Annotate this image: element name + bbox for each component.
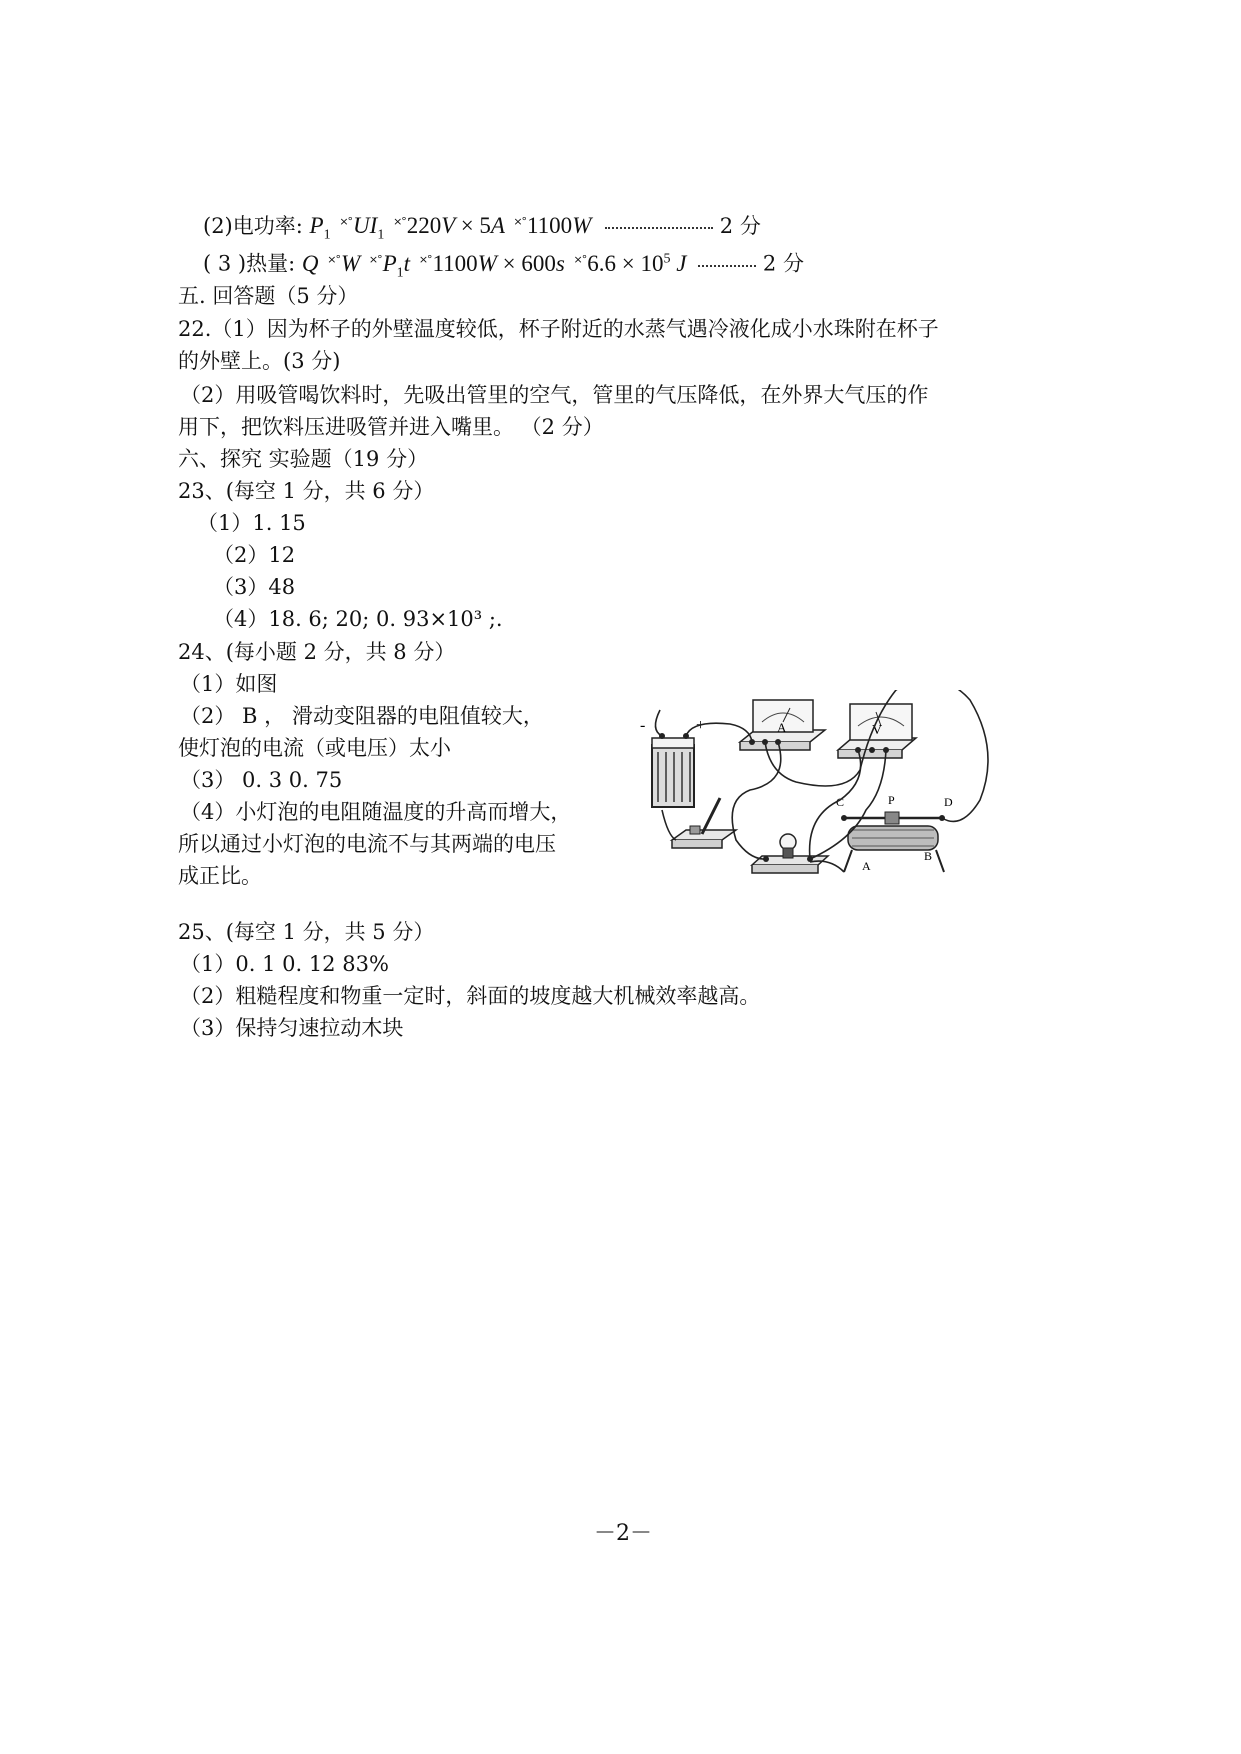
- voltmeter-label: V: [872, 723, 883, 738]
- q21-heat-dots: [698, 265, 756, 267]
- q23-title: 23、(每空 1 分，共 6 分）: [178, 479, 435, 503]
- q21-power-dots: [605, 227, 713, 229]
- q24-answer-2-line1: （2） B ， 滑动变阻器的电阻值较大，: [180, 704, 544, 728]
- q23-answer-2: （2）12: [213, 543, 296, 567]
- q22-part1-line2: 的外壁上。(3 分): [178, 349, 341, 373]
- q25-answer-2: （2）粗糙程度和物重一定时，斜面的坡度越大机械效率越高。: [180, 984, 761, 1008]
- q24-answer-4-line3: 成正比。: [178, 864, 262, 888]
- q21-heat-formula: Q ×°W $^{\times^\circ}P_1t$ ×°1100W × 600s $^{\times^\circ}6.6 \times 10^5$ J: [301, 250, 687, 281]
- q23-answer-4: （4）18. 6; 20; 0. 93×10³ ;.: [213, 607, 503, 631]
- lamp: [752, 834, 828, 873]
- rheostat-a-label: A: [862, 859, 871, 873]
- q24-answer-4-line1: （4）小灯泡的电阻随温度的升高而增大，: [180, 800, 572, 824]
- q25-answer-1: （1）0. 1 0. 12 83%: [180, 952, 389, 976]
- q24-answer-1: （1）如图: [180, 672, 278, 696]
- section-6-title: 六、探究 实验题（19 分）: [178, 447, 429, 471]
- rheostat-d-label: D: [944, 795, 953, 809]
- q21-heat-label: ( 3 )热量:: [203, 251, 296, 276]
- rheostat: [841, 812, 945, 872]
- rheostat-c-label: C: [836, 795, 845, 809]
- q23-answer-1: （1）1. 15: [197, 511, 306, 535]
- q23-answer-3: （3）48: [213, 575, 296, 599]
- q25-answer-3: （3）保持匀速拉动木块: [180, 1016, 404, 1040]
- q21-heat-score: 2 分: [762, 251, 804, 276]
- q21-power-label: (2)电功率:: [203, 214, 303, 238]
- q24-answer-4-line2: 所以通过小灯泡的电流不与其两端的电压: [178, 832, 556, 856]
- q21-heat-line: [203, 245, 804, 287]
- q22-part2-line1: （2）用吸管喝饮料时，先吸出管里的空气，管里的气压降低，在外界大气压的作: [180, 383, 929, 407]
- q21-power-line: [203, 208, 761, 250]
- battery-plus-label: +: [696, 717, 706, 734]
- q25-title: 25、(每空 1 分，共 5 分）: [178, 920, 435, 944]
- battery-minus-label: -: [640, 717, 646, 734]
- page-number: －2－: [594, 1521, 652, 1546]
- section-5-title: 五. 回答题（5 分）: [178, 284, 359, 308]
- rheostat-p-label: P: [888, 793, 895, 807]
- q22-part2-line2: 用下，把饮料压进吸管并进入嘴里。 （2 分）: [178, 415, 604, 439]
- ammeter-label: A: [777, 720, 787, 735]
- q24-answer-2-line2: 使灯泡的电流（或电压）太小: [178, 736, 451, 760]
- q21-power-formula: $P_1$ $^{\times^\circ}UI_1$ ×°220V × 5A ×°1100W: [309, 213, 592, 243]
- battery: [652, 733, 694, 807]
- circuit-diagram: [640, 690, 1040, 885]
- q24-answer-3: （3） 0. 3 0. 75: [180, 768, 343, 792]
- q22-part1-line1: 22.（1）因为杯子的外壁温度较低，杯子附近的水蒸气遇冷液化成小水珠附在杯子: [178, 317, 939, 341]
- rheostat-b-label: B: [924, 849, 933, 863]
- q24-title: 24、(每小题 2 分，共 8 分）: [178, 640, 456, 664]
- q21-power-score: 2 分: [719, 214, 761, 238]
